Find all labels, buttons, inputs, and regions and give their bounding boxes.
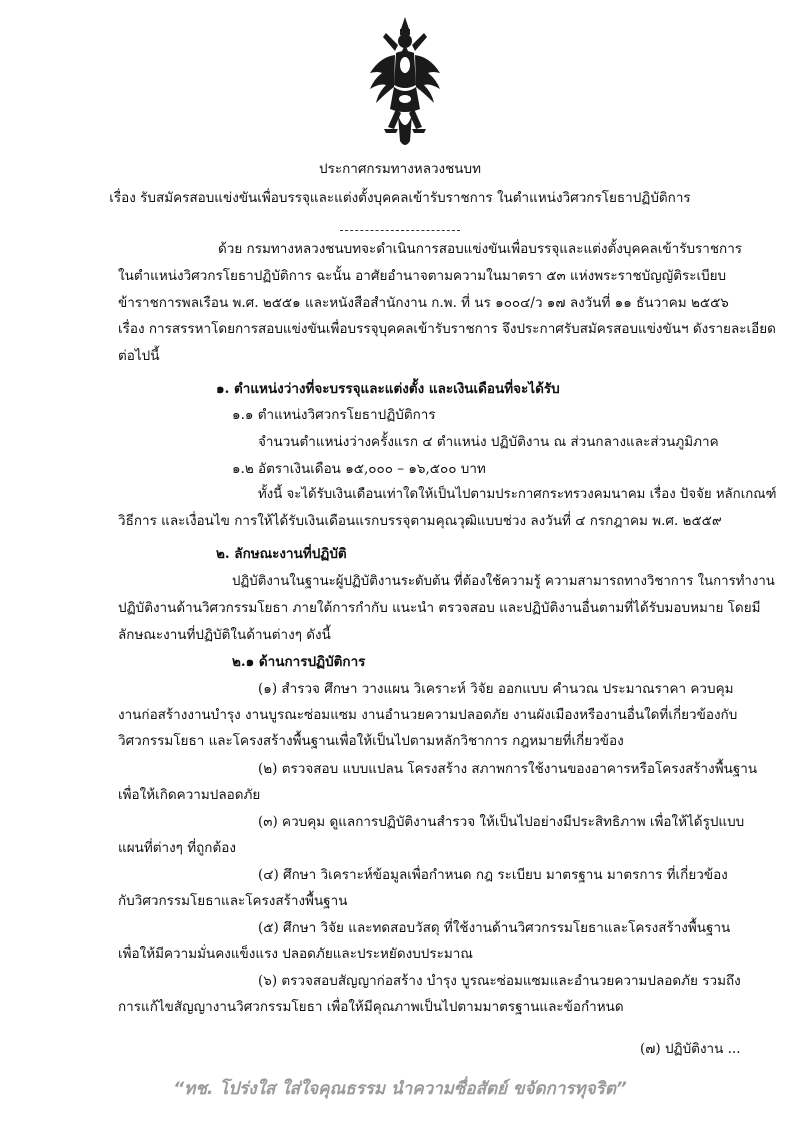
intro-line: เรื่อง การสรรหาโดยการสอบแข่งขันเพื่อบรรจุบุคคลเข้ารับราชการ จึงประกาศรับสมัครสอบแข่งขันฯ ดังรายละเอียด <box>118 321 776 337</box>
duty-item: (๖) ตรวจสอบสัญญาก่อสร้าง บำรุง บูรณะซ่อมแซมและอำนวยความปลอดภัย รวมถึง <box>258 973 741 989</box>
duty-item: (๑) สำรวจ ศึกษา วางแผน วิเคราะห์ วิจัย ออกแบบ คำนวณ ประมาณราคา ควบคุม <box>258 681 734 697</box>
intro-line: ด้วย กรมทางหลวงชนบทจะดำเนินการสอบแข่งขันเพื่อบรรจุและแต่งตั้งบุคคลเข้ารับราชการ <box>218 241 743 257</box>
duty-item: เพื่อให้เกิดความปลอดภัย <box>118 787 261 803</box>
duty-item: แผนที่ต่างๆ ที่ถูกต้อง <box>118 840 236 856</box>
announcement-title: ประกาศกรมทางหลวงชนบท <box>319 161 481 177</box>
subject-line: เรื่อง รับสมัครสอบแข่งขันเพื่อบรรจุและแต่งตั้งบุคคลเข้ารับราชการ ในตำแหน่งวิศวกรโยธาปฏิบัติการ <box>109 190 691 206</box>
intro-line: ข้าราชการพลเรือน พ.ศ. ๒๕๕๑ และหนังสือสำนักงาน ก.พ. ที่ นร ๑๐๐๔/ว ๑๗ ลงวันที่ ๑๑ ธันวาคม ๒๕๕๖ <box>118 295 729 311</box>
item-1-2-detail: ทั้งนี้ จะได้รับเงินเดือนเท่าใดให้เป็นไปตามประกาศกระทรวงคมนาคม เรื่อง ปัจจัย หลักเกณฑ์ <box>258 487 777 502</box>
duty-item: (๒) ตรวจสอบ แบบแปลน โครงสร้าง สภาพการใช้งานของอาคารหรือโครงสร้างพื้นฐาน <box>258 761 758 777</box>
footer-slogan: “ทช. โปร่งใส ใส่ใจคุณธรรม นำความซื่อสัตย์ ขจัดการทุจริต” <box>173 1079 627 1099</box>
intro-line: ต่อไปนี้ <box>118 348 160 364</box>
intro-line: ในตำแหน่งวิศวกรโยธาปฏิบัติการ ฉะนั้น อาศัยอำนาจตามความในมาตรา ๕๓ แห่งพระราชบัญญัติระเบียบ <box>118 268 727 284</box>
duty-item: การแก้ไขสัญญางานวิศวกรรมโยธา เพื่อให้มีคุณภาพเป็นไปตามมาตรฐานและข้อกำหนด <box>118 999 624 1015</box>
item-1-1-detail: จำนวนตำแหน่งว่างครั้งแรก ๔ ตำแหน่ง ปฏิบัติงาน ณ ส่วนกลางและส่วนภูมิภาค <box>258 434 719 450</box>
duty-item: วิศวกรรมโยธา และโครงสร้างพื้นฐานเพื่อให้เป็นไปตามหลักวิชาการ กฎหมายที่เกี่ยวข้อง <box>118 733 624 749</box>
duty-item: เพื่อให้มีความมั่นคงแข็งแรง ปลอดภัยและประหยัดงบประมาณ <box>118 946 473 962</box>
continuation-marker: (๗) ปฏิบัติงาน ... <box>640 1041 741 1057</box>
divider <box>340 230 460 231</box>
section-2-1-heading: ๒.๑ ด้านการปฏิบัติการ <box>232 654 366 670</box>
duty-item: กับวิศวกรรมโยธาและโครงสร้างพื้นฐาน <box>118 893 348 909</box>
duty-item: (๔) ศึกษา วิเคราะห์ข้อมูลเพื่อกำหนด กฎ ระเบียบ มาตรฐาน มาตรการ ที่เกี่ยวข้อง <box>258 867 728 883</box>
item-1-2-detail: วิธีการ และเงื่อนไข การให้ได้รับเงินเดือนแรกบรรจุตามคุณวุฒิแบบช่วง ลงวันที่ ๔ กรกฎาคม พ.ศ. ๒๕๕๙ <box>118 513 722 529</box>
item-1-1: ๑.๑ ตำแหน่งวิศวกรโยธาปฏิบัติการ <box>232 407 436 423</box>
section-2-intro: ลักษณะงานที่ปฏิบัติในด้านต่างๆ ดังนี้ <box>118 627 331 643</box>
section-2-intro: ปฏิบัติงานด้านวิศวกรรมโยธา ภายใต้การกำกับ แนะนำ ตรวจสอบ และปฏิบัติงานอื่นตามที่ได้รับมอบหมาย โดยมี <box>118 600 761 616</box>
duty-item: งานก่อสร้างงานบำรุง งานบูรณะซ่อมแซม งานอำนวยความปลอดภัย งานผังเมืองหรืองานอื่นใดที่เกี่ยวข้องกับ <box>118 707 738 723</box>
section-1-heading: ๑. ตำแหน่งว่างที่จะบรรจุและแต่งตั้ง และเงินเดือนที่จะได้รับ <box>216 381 560 397</box>
duty-item: (๓) ควบคุม ดูแลการปฏิบัติงานสำรวจ ให้เป็นไปอย่างมีประสิทธิภาพ เพื่อให้ได้รูปแบบ <box>258 814 745 830</box>
garuda-emblem-icon <box>368 15 442 150</box>
section-2-heading: ๒. ลักษณะงานที่ปฏิบัติ <box>216 546 347 562</box>
duty-item: (๕) ศึกษา วิจัย และทดสอบวัสดุ ที่ใช้งานด้านวิศวกรรมโยธาและโครงสร้างพื้นฐาน <box>258 920 731 936</box>
item-1-2: ๑.๒ อัตราเงินเดือน ๑๕,๐๐๐ – ๑๖,๕๐๐ บาท <box>232 461 486 477</box>
section-2-intro: ปฏิบัติงานในฐานะผู้ปฏิบัติงานระดับต้น ที่ต้องใช้ความรู้ ความสามารถทางวิชาการ ในการทำงาน <box>232 574 775 589</box>
